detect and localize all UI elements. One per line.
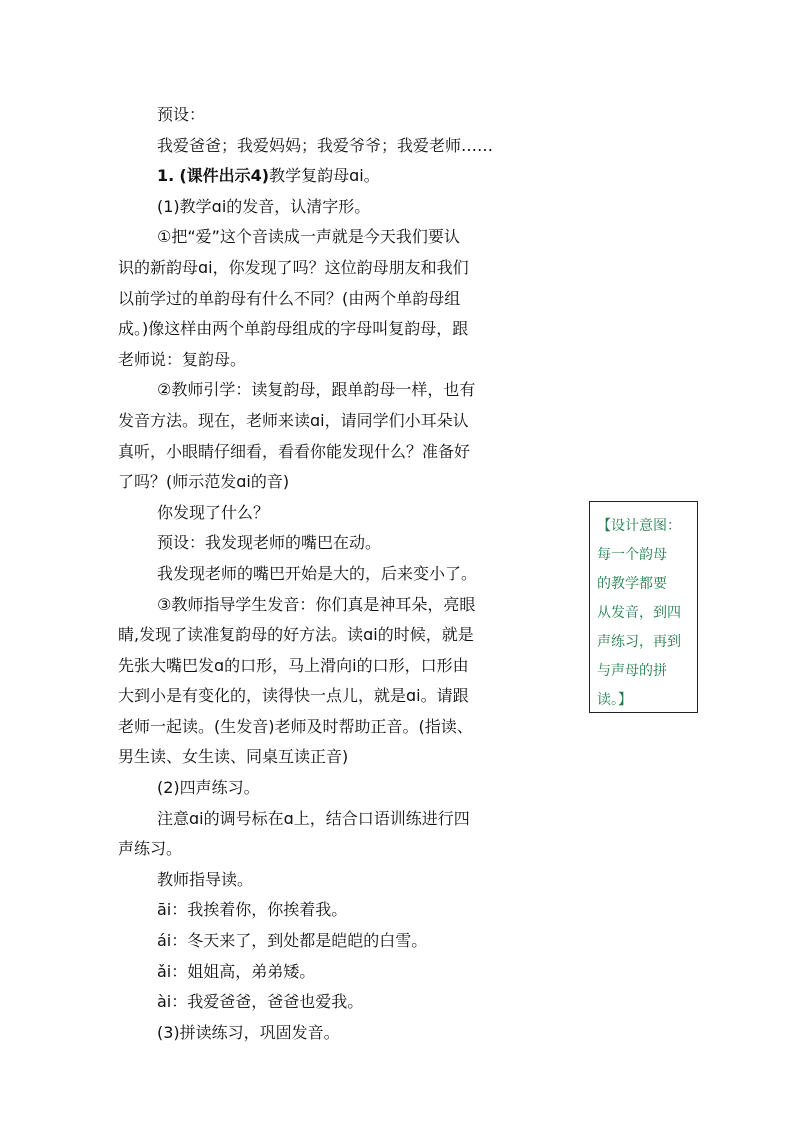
text-line: (2)四声练习。: [157, 778, 260, 798]
heading-title: 教学复韵母ɑi。: [269, 166, 380, 186]
text-line: 我爱爸爸；我爱妈妈；我爱爷爷；我爱老师……: [157, 135, 494, 155]
text-line: 真听，小眼睛仔细看，看看你能发现什么？准备好: [118, 441, 471, 461]
text-line: 先张大嘴巴发ɑ的口形，马上滑向i的口形，口形由: [118, 655, 469, 675]
note-line: 每一个韵母: [597, 547, 667, 563]
text-line: 成。)像这样由两个单韵母组成的字母叫复韵母，跟: [118, 319, 469, 339]
text-line: ǎi：姐姐高，弟弟矮。: [157, 961, 316, 981]
note-line: 的教学都要: [597, 576, 667, 592]
text-line: ài：我爱爸爸，爸爸也爱我。: [157, 992, 364, 1012]
note-line: 与声母的拼: [597, 663, 667, 679]
text-line: 老师一起读。(生发音)老师及时帮助正音。(指读、: [118, 716, 473, 736]
text-line: ①把“爱”这个音读成一声就是今天我们要认: [157, 227, 460, 247]
text-line: 我发现老师的嘴巴开始是大的，后来变小了。: [157, 563, 478, 583]
text-line: āi：我挨着你，你挨着我。: [157, 900, 348, 920]
note-line: 声练习，再到: [597, 634, 681, 650]
lesson-body: [118, 100, 542, 1048]
text-line: 教师指导读。: [157, 869, 254, 889]
text-line: 预设：: [157, 105, 206, 124]
text-line: 注意ɑi的调号标在ɑ上，结合口语训练进行四: [157, 808, 470, 828]
heading-number: 1.: [157, 166, 175, 186]
text-line: 你发现了什么？: [157, 502, 270, 522]
text-line: 男生读、女生读、同桌互读正音): [118, 747, 349, 767]
text-line: 以前学过的单韵母有什么不同？(由两个单韵母组: [118, 288, 461, 308]
text-line: ái：冬天来了，到处都是皑皑的白雪。: [157, 931, 428, 951]
text-line: 老师说：复韵母。: [118, 349, 247, 369]
text-line: 声练习。: [118, 839, 183, 859]
text-line: (3)拼读练习，巩固发音。: [157, 1022, 340, 1042]
text-line: 预设：我发现老师的嘴巴在动。: [157, 533, 382, 553]
note-line: 从发音，到四: [597, 605, 681, 621]
design-intent-note: [589, 501, 698, 713]
note-line: 读。】: [597, 692, 632, 708]
section-heading: [118, 161, 542, 192]
text-line: 了吗？(师示范发ɑi的音): [118, 472, 290, 492]
text-line: 发音方法。现在，老师来读ɑi，请同学们小耳朵认: [118, 410, 469, 430]
text-line: 大到小是有变化的，读得快一点儿，就是ɑi。请跟: [118, 686, 469, 706]
heading-courseware-note: (课件出示4): [179, 166, 270, 186]
note-line: 【设计意图：: [597, 518, 681, 534]
text-line: 识的新韵母ɑi，你发现了吗？这位韵母朋友和我们: [118, 257, 469, 277]
text-line: (1)教学ɑi的发音，认清字形。: [157, 196, 371, 216]
text-line: 睛,发现了读准复韵母的好方法。读ɑi的时候，就是: [118, 625, 474, 645]
text-line: ②教师引学：读复韵母，跟单韵母一样，也有: [157, 380, 476, 400]
text-line: ③教师指导学生发音：你们真是神耳朵，亮眼: [157, 594, 476, 614]
